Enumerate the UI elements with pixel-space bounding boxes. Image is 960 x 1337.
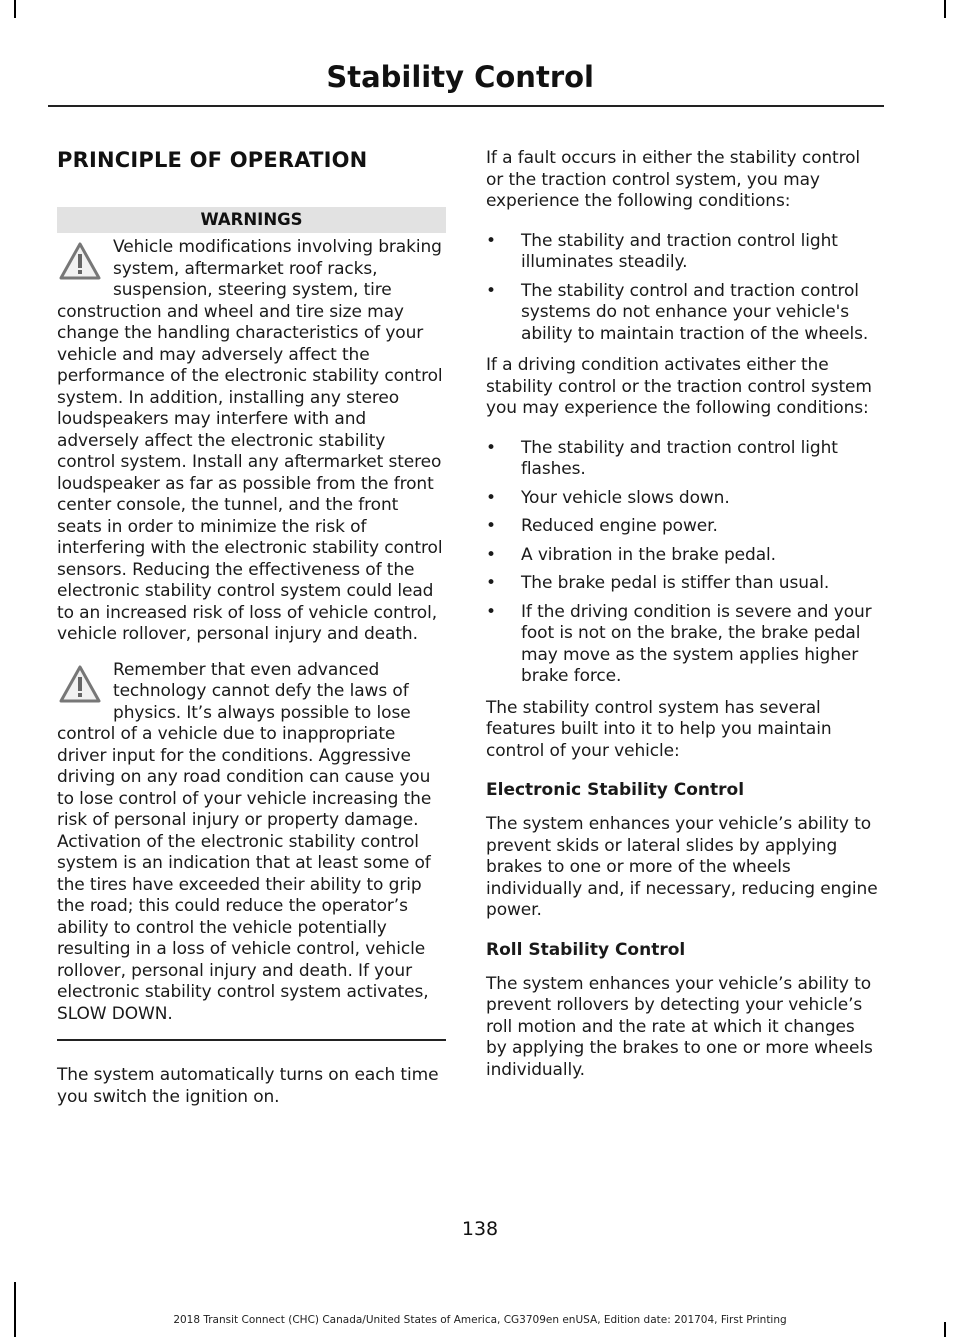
page-header-title: Stability Control: [326, 60, 594, 94]
bullet-icon: •: [486, 516, 496, 536]
list-item-text: The brake pedal is stiffer than usual.: [521, 573, 830, 593]
list-item-text: The stability and traction control light illuminates steadily.: [521, 230, 838, 272]
page-number: 138: [461, 1218, 499, 1240]
fault-conditions-list: [486, 231, 880, 346]
auto-on-paragraph: The system automatically turns on each time you switch the ignition on.: [57, 1065, 439, 1107]
bullet-icon: •: [486, 487, 496, 508]
crop-mark-top-right: [944, 0, 946, 18]
list-item: [486, 488, 880, 510]
bullet-icon: •: [486, 544, 496, 565]
list-item-text: Reduced engine power.: [521, 516, 718, 536]
activation-intro-paragraph: If a driving condition activates either the stability control or the traction control system you may experience the following conditions:: [486, 355, 872, 418]
list-item: [486, 281, 880, 346]
esc-paragraph: The system enhances your vehicle’s ability to prevent skids or lateral slides by applying brakes to one or more of the wheels individually and, if necessary, reducing engine power.: [486, 814, 878, 920]
warning-text: Vehicle modifications involving braking system, aftermarket roof racks, suspension, steering system, tire construction and wheel and tire size may change the handling characteristics of your vehicle and may adversely affect the performance of the electronic stability control system. In addition, installing any stereo loudspeakers may interfere with and adversely affect the electronic stability control system. Install any aftermarket stereo loudspeaker as far as possible from the front center console, the tunnel, and the front seats in order to minimize the risk of interfering with the electronic stability control sensors. Reducing the effectiveness of the electronic stability control system could lead to an increased risk of loss of vehicle control, vehicle rollover, personal injury and death.: [57, 237, 443, 644]
features-intro-paragraph: The stability control system has several features built into it to help you maintain control of your vehicle:: [486, 697, 832, 761]
bullet-icon: •: [486, 573, 496, 593]
bullet-icon: •: [486, 280, 496, 301]
rsc-heading: Roll Stability Control: [486, 939, 686, 960]
list-item-text: If the driving condition is severe and your foot is not on the brake, the brake pedal may move as the system applies higher brake force.: [521, 601, 872, 686]
header-rule: [48, 105, 884, 107]
list-item: [486, 602, 880, 688]
list-item: [486, 516, 880, 538]
list-item-text: A vibration in the brake pedal.: [521, 544, 776, 565]
list-item: [486, 231, 880, 274]
activation-conditions-list: [486, 438, 880, 688]
right-column: [486, 148, 880, 1099]
crop-mark-top-left: [14, 0, 16, 18]
bullet-icon: •: [486, 230, 496, 251]
list-item-text: The stability and traction control light flashes.: [521, 437, 838, 479]
bullet-icon: •: [486, 601, 496, 622]
warning-text: Remember that even advanced technology cannot defy the laws of physics. It’s always possible to lose control of a vehicle due to inappropriate driver input for the conditions. Aggressive driving on any road condition can cause you to lose control of your vehicle increasing the risk of personal injury or property damage. Activation of the electronic stability control system is an indication that at least some of the tires have exceeded their ability to grip the road; this could reduce the operator’s ability to control the vehicle potentially resulting in a loss of vehicle control, vehicle rollover, personal injury and death. If your electronic stability control system activates, SLOW DOWN.: [57, 659, 432, 1024]
warning-item: [57, 237, 446, 646]
warning-triangle-icon: [57, 662, 103, 708]
list-item-text: Your vehicle slows down.: [521, 487, 730, 508]
list-item: [486, 438, 880, 481]
warning-triangle-icon: [57, 239, 103, 285]
esc-heading: Electronic Stability Control: [486, 780, 745, 800]
list-item: [486, 573, 880, 595]
warning-item: [57, 660, 446, 1026]
list-item-text: The stability control and traction control systems do not enhance your vehicle's ability to maintain traction of the wheels.: [521, 280, 869, 344]
left-column: [57, 148, 446, 1126]
fault-intro-paragraph: If a fault occurs in either the stability control or the traction control system, you may experience the following conditions:: [486, 148, 861, 211]
crop-mark-bottom-left: [14, 1282, 16, 1337]
rsc-paragraph: The system enhances your vehicle’s ability to prevent rollovers by detecting your vehicle’s roll motion and the rate at which it changes by applying the brakes to one or more wheels individually.: [486, 973, 873, 1080]
list-item: [486, 545, 880, 567]
section-heading: PRINCIPLE OF OPERATION: [57, 148, 368, 172]
page-footer: 2018 Transit Connect (CHC) Canada/United States of America, CG3709en enUSA, Edition date: 201704, First Printing: [173, 1314, 787, 1326]
warnings-header: WARNINGS: [57, 207, 446, 233]
warnings-end-rule: [57, 1039, 446, 1041]
bullet-icon: •: [486, 437, 496, 458]
